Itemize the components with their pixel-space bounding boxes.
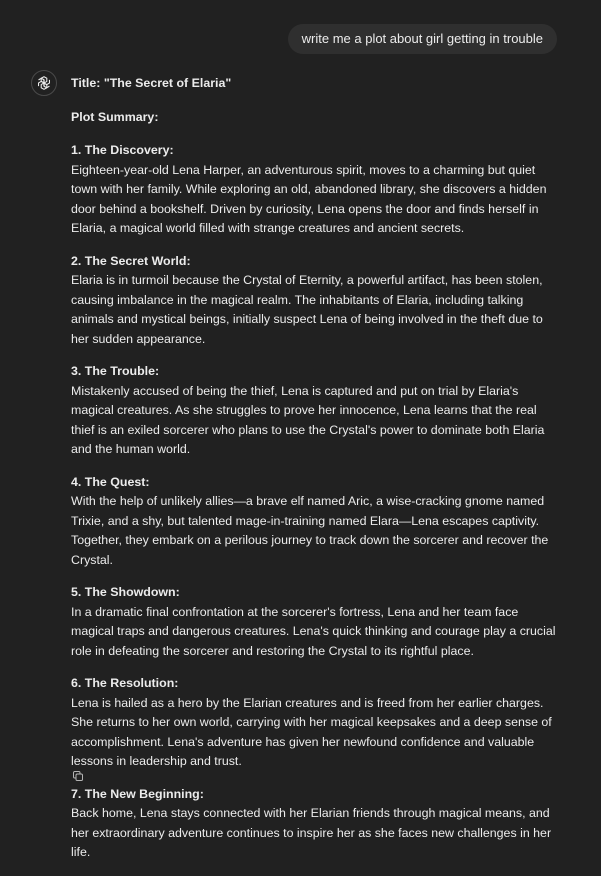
- section-heading: 7. The New Beginning:: [71, 786, 204, 801]
- section-body: Mistakenly accused of being the thief, Lena is captured and put on trial by Elaria's magical creatures. As she struggles to prove her innocence, Lena learns that the real thief is an exiled sorcerer who plans to use the Crystal's power to dominate both Elaria and the human world.: [71, 383, 545, 456]
- copy-button[interactable]: [70, 770, 86, 786]
- section-heading: 6. The Resolution:: [71, 676, 179, 690]
- assistant-avatar: [31, 70, 57, 96]
- copy-icon: [72, 769, 84, 787]
- section-heading: 5. The Showdown:: [71, 585, 180, 599]
- plot-section: [71, 473, 561, 571]
- plot-section: [71, 583, 561, 661]
- plot-section: [71, 674, 561, 772]
- openai-logo-icon: [36, 75, 52, 91]
- section-heading: 2. The Secret World:: [71, 253, 191, 268]
- section-body: Eighteen-year-old Lena Harper, an adventurous spirit, moves to a charming but quiet town with her family. While exploring an old, abandoned library, she discovers a hidden door behind a bookshelf. Driven by curiosity, Lena opens the door and finds herself in Elaria, a magical world filled with strange creatures and ancient secrets.: [71, 162, 547, 235]
- section-body: Lena is hailed as a hero by the Elarian creatures and is freed from her earlier charges. She returns to her own world, carrying with her magical keepsakes and a deep sense of accomplishment. Lena's adventure has given her newfound confidence and valuable lessons in leadership and trust.: [71, 695, 552, 768]
- plot-section: [71, 252, 561, 350]
- section-body: With the help of unlikely allies—a brave elf named Aric, a wise-cracking gnome named Trixie, and a shy, but talented mage-in-training named Elara—Lena escapes captivity. Together, they embark on a perilous journey to track down the sorcerer and recover the Crystal.: [71, 494, 549, 567]
- response-title: Title: "The Secret of Elaria": [71, 76, 232, 90]
- section-heading: 3. The Trouble:: [71, 364, 160, 378]
- section-body: Elaria is in turmoil because the Crystal of Eternity, a powerful artifact, has been stolen, causing imbalance in the magical realm. The inhabitants of Elaria, including talking animals and mystical beings, initially suspect Lena of being involved in the theft due to her sudden appearance.: [71, 273, 543, 346]
- section-heading: 1. The Discovery:: [71, 143, 174, 157]
- plot-section: [71, 362, 561, 460]
- plot-summary-heading: Plot Summary:: [71, 109, 159, 124]
- plot-section: [71, 785, 561, 863]
- assistant-response: [71, 74, 561, 876]
- section-body: Back home, Lena stays connected with her Elarian friends through magical means, and her extraordinary adventure continues to inspire her as she faces new challenges in her life.: [71, 806, 552, 859]
- section-heading: 4. The Quest:: [71, 474, 150, 489]
- user-message-bubble: write me a plot about girl getting in trouble: [288, 24, 557, 54]
- plot-section: [71, 141, 561, 239]
- section-body: In a dramatic final confrontation at the sorcerer's fortress, Lena and her team face magical traps and dangerous creatures. Lena's quick thinking and courage play a crucial role in defeating the sorcerer and restoring the Crystal to its rightful place.: [71, 604, 556, 658]
